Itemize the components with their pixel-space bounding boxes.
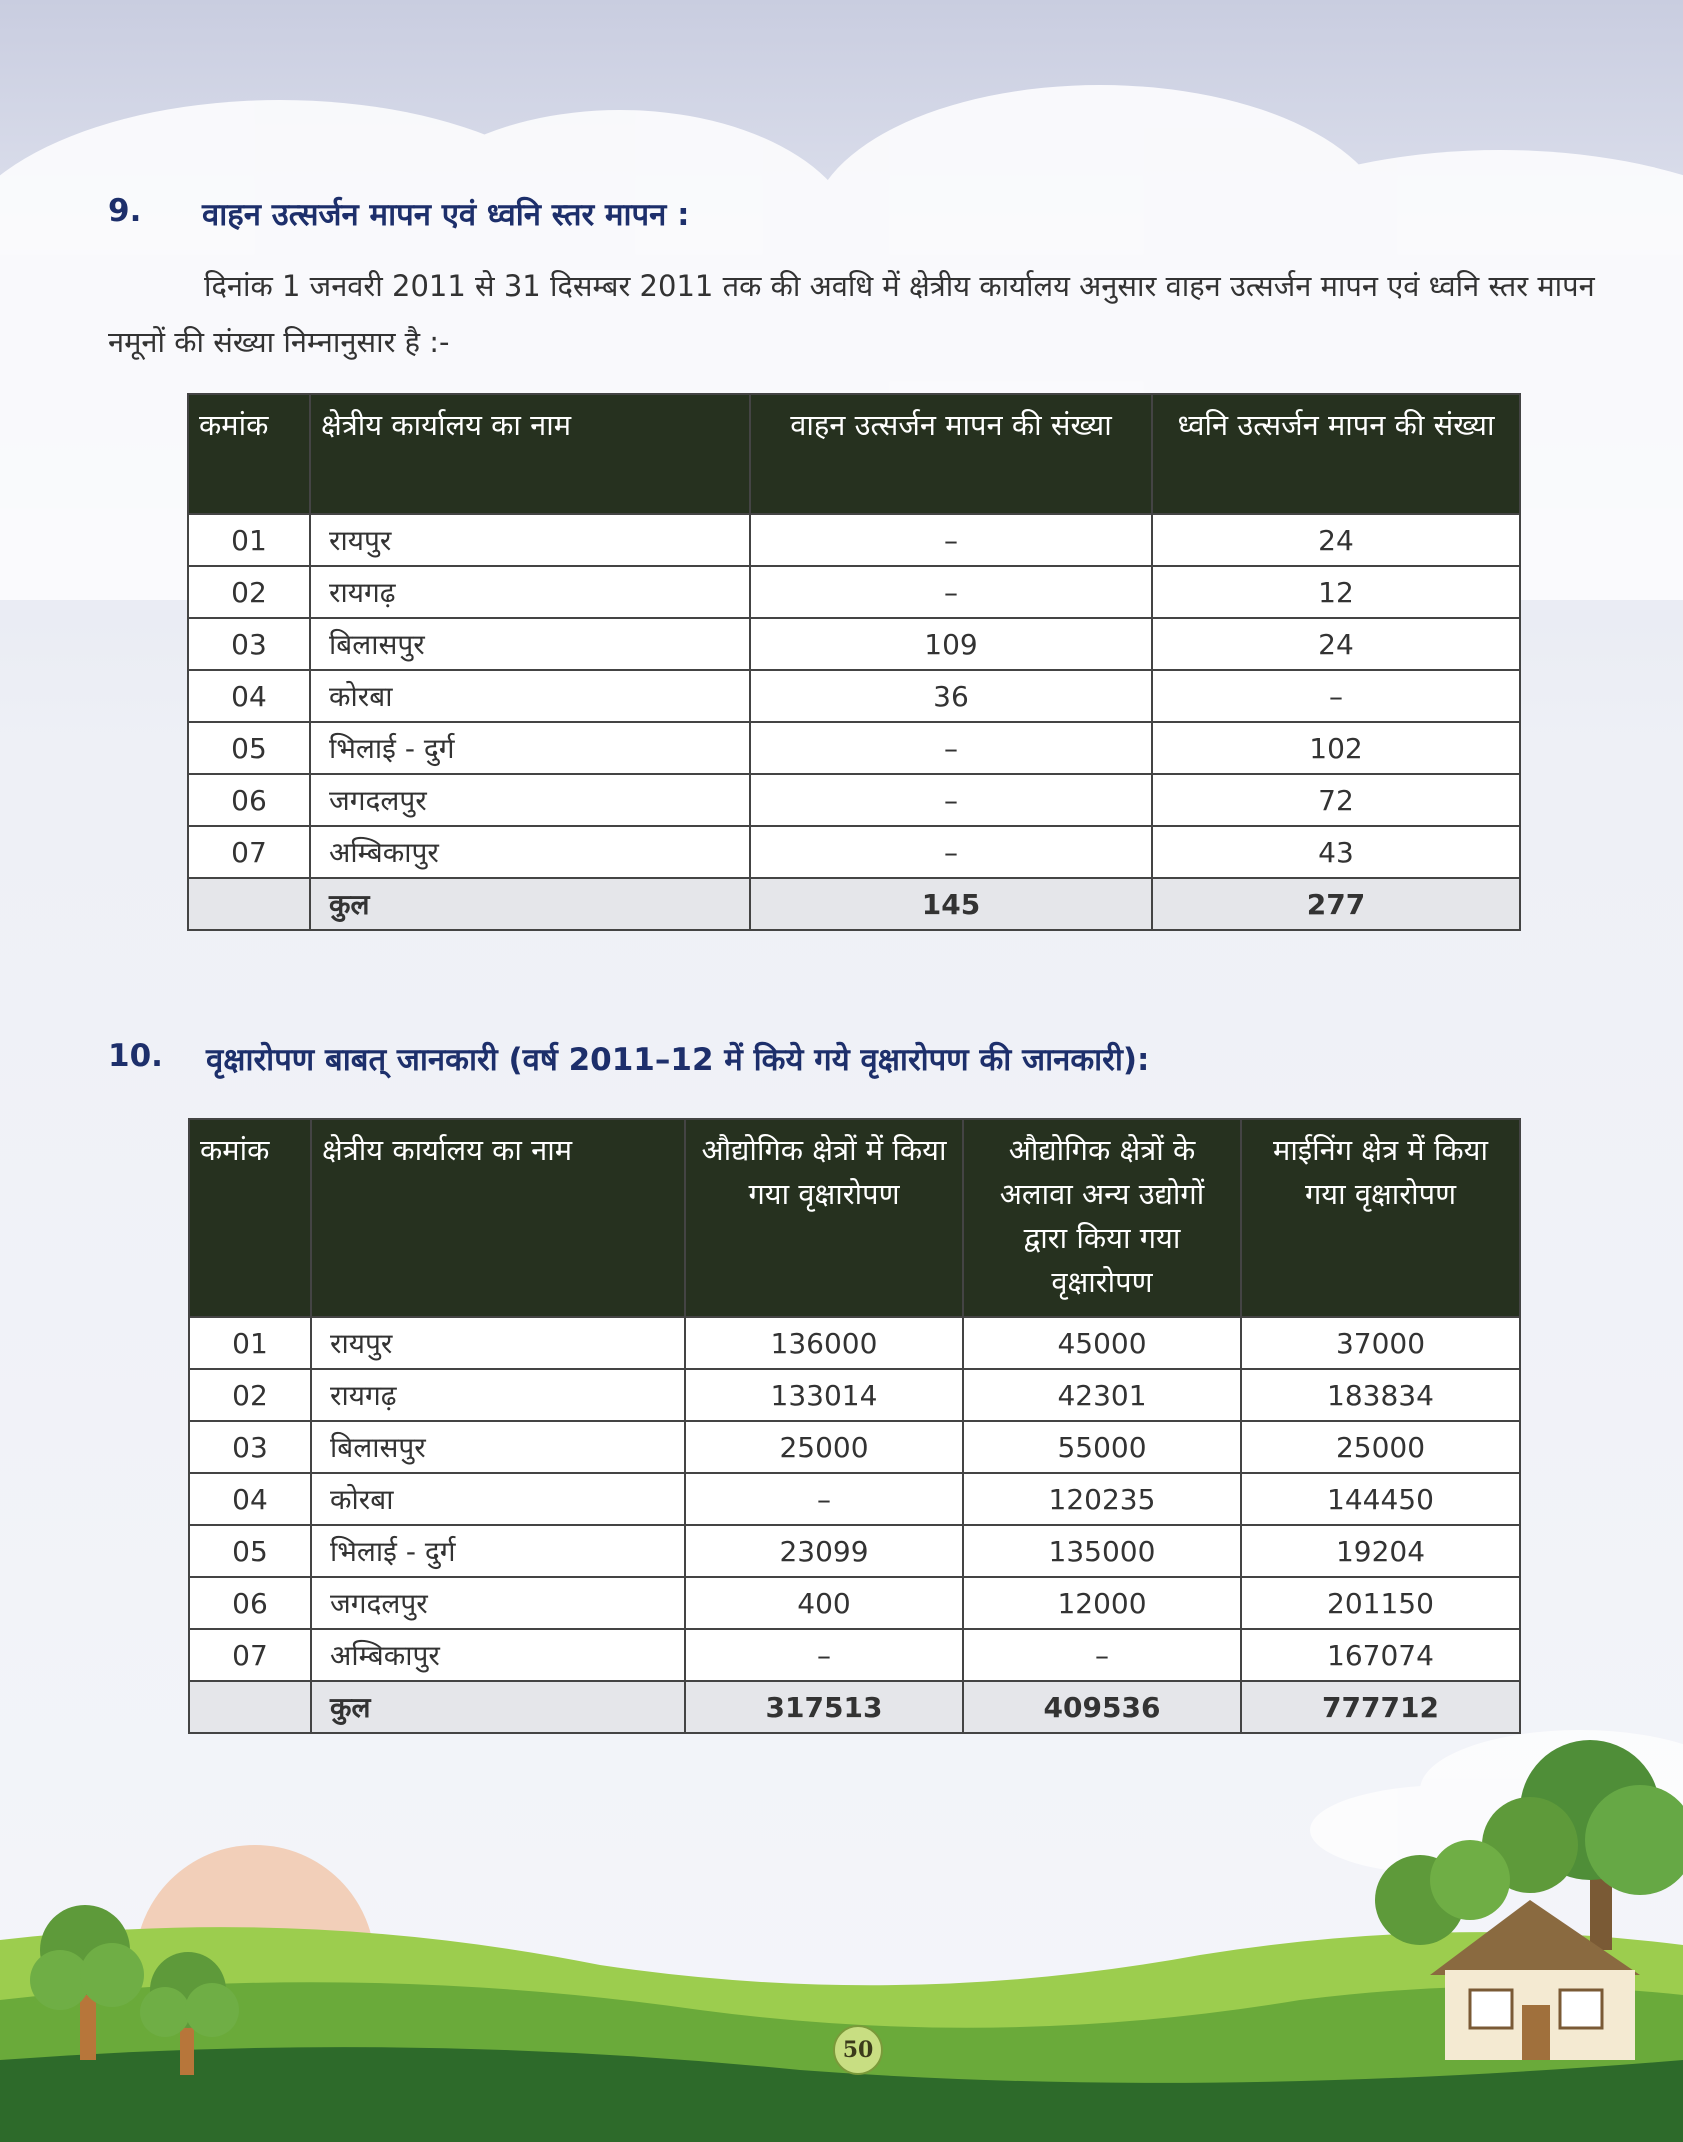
section9-paragraph bbox=[108, 258, 1608, 370]
table-row bbox=[188, 670, 1520, 722]
table-row bbox=[188, 618, 1520, 670]
cell-office: रायगढ़ bbox=[310, 566, 750, 618]
cell-industrial: 23099 bbox=[685, 1525, 963, 1577]
cell-vehicle: – bbox=[750, 514, 1152, 566]
cell-other: 42301 bbox=[963, 1369, 1241, 1421]
cell-office: कोरबा bbox=[311, 1473, 685, 1525]
section9-heading bbox=[108, 193, 141, 229]
col-header-sn: कमांक bbox=[189, 1119, 311, 1317]
cell-noise: 72 bbox=[1152, 774, 1520, 826]
cell-office: रायपुर bbox=[311, 1317, 685, 1369]
col-header-mining: माईनिंग क्षेत्र में किया गया वृक्षारोपण bbox=[1241, 1119, 1520, 1317]
table-row bbox=[189, 1369, 1520, 1421]
total-vehicle: 145 bbox=[750, 878, 1152, 930]
cell-industrial: 136000 bbox=[685, 1317, 963, 1369]
total-other: 409536 bbox=[963, 1681, 1241, 1733]
total-industrial: 317513 bbox=[685, 1681, 963, 1733]
col-header-other-industries: औद्योगिक क्षेत्रों के अलावा अन्य उद्योगों द्वारा किया गया वृक्षारोपण bbox=[963, 1119, 1241, 1317]
cell-office: जगदलपुर bbox=[310, 774, 750, 826]
table-row bbox=[189, 1629, 1520, 1681]
cell-sn: 03 bbox=[188, 618, 310, 670]
cell-noise: 12 bbox=[1152, 566, 1520, 618]
cell-other: 135000 bbox=[963, 1525, 1241, 1577]
cell-sn: 07 bbox=[188, 826, 310, 878]
cell-industrial: 25000 bbox=[685, 1421, 963, 1473]
col-header-sn: कमांक bbox=[188, 394, 310, 514]
cell-other: – bbox=[963, 1629, 1241, 1681]
cell-mining: 25000 bbox=[1241, 1421, 1520, 1473]
table-row bbox=[189, 1421, 1520, 1473]
table-row bbox=[189, 1577, 1520, 1629]
cell-sn-empty bbox=[189, 1681, 311, 1733]
table-row bbox=[189, 1473, 1520, 1525]
cell-noise: 102 bbox=[1152, 722, 1520, 774]
col-header-industrial: औद्योगिक क्षेत्रों में किया गया वृक्षारोपण bbox=[685, 1119, 963, 1317]
cell-noise: 43 bbox=[1152, 826, 1520, 878]
cell-sn: 04 bbox=[189, 1473, 311, 1525]
cell-office: बिलासपुर bbox=[310, 618, 750, 670]
cell-office: रायपुर bbox=[310, 514, 750, 566]
section9-paragraph-text: दिनांक 1 जनवरी 2011 से 31 दिसम्बर 2011 तक की अवधि में क्षेत्रीय कार्यालय अनुसार वाहन उत्सर्जन मापन एवं ध्वनि स्तर मापन नमूनों की संख्या निम्नानुसार है :- bbox=[108, 269, 1595, 359]
cell-sn: 02 bbox=[188, 566, 310, 618]
cell-office: भिलाई - दुर्ग bbox=[311, 1525, 685, 1577]
section9-number: 9. bbox=[108, 193, 142, 229]
cell-vehicle: – bbox=[750, 826, 1152, 878]
cell-office: कोरबा bbox=[310, 670, 750, 722]
cell-office: रायगढ़ bbox=[311, 1369, 685, 1421]
cell-vehicle: – bbox=[750, 566, 1152, 618]
cell-sn: 05 bbox=[189, 1525, 311, 1577]
table-row bbox=[188, 826, 1520, 878]
cell-industrial: – bbox=[685, 1629, 963, 1681]
cell-sn: 06 bbox=[189, 1577, 311, 1629]
cell-sn: 02 bbox=[189, 1369, 311, 1421]
cell-office: अम्बिकापुर bbox=[310, 826, 750, 878]
cell-noise: – bbox=[1152, 670, 1520, 722]
section10-heading bbox=[108, 1038, 163, 1074]
plantation-table bbox=[188, 1118, 1521, 1734]
total-mining: 777712 bbox=[1241, 1681, 1520, 1733]
col-header-office: क्षेत्रीय कार्यालय का नाम bbox=[310, 394, 750, 514]
cell-sn: 04 bbox=[188, 670, 310, 722]
cell-office: भिलाई - दुर्ग bbox=[310, 722, 750, 774]
cell-sn-empty bbox=[188, 878, 310, 930]
cell-industrial: 400 bbox=[685, 1577, 963, 1629]
table-row bbox=[188, 566, 1520, 618]
cell-vehicle: 36 bbox=[750, 670, 1152, 722]
table-row bbox=[188, 722, 1520, 774]
cell-industrial: – bbox=[685, 1473, 963, 1525]
cell-sn: 01 bbox=[188, 514, 310, 566]
cell-other: 45000 bbox=[963, 1317, 1241, 1369]
cell-sn: 01 bbox=[189, 1317, 311, 1369]
cell-noise: 24 bbox=[1152, 618, 1520, 670]
table-row bbox=[188, 774, 1520, 826]
cell-mining: 183834 bbox=[1241, 1369, 1520, 1421]
cell-mining: 37000 bbox=[1241, 1317, 1520, 1369]
cell-office: अम्बिकापुर bbox=[311, 1629, 685, 1681]
section10-number: 10. bbox=[108, 1038, 163, 1074]
cell-other: 55000 bbox=[963, 1421, 1241, 1473]
cell-office: जगदलपुर bbox=[311, 1577, 685, 1629]
cell-other: 12000 bbox=[963, 1577, 1241, 1629]
cell-mining: 144450 bbox=[1241, 1473, 1520, 1525]
total-row bbox=[188, 878, 1520, 930]
section10-title: वृक्षारोपण बाबत् जानकारी (वर्ष 2011–12 में किये गये वृक्षारोपण की जानकारी): bbox=[206, 1042, 1150, 1078]
col-header-vehicle: वाहन उत्सर्जन मापन की संख्या bbox=[750, 394, 1152, 514]
cell-office: बिलासपुर bbox=[311, 1421, 685, 1473]
total-noise: 277 bbox=[1152, 878, 1520, 930]
total-label: कुल bbox=[311, 1681, 685, 1733]
cell-sn: 06 bbox=[188, 774, 310, 826]
cell-noise: 24 bbox=[1152, 514, 1520, 566]
cell-sn: 05 bbox=[188, 722, 310, 774]
table-row bbox=[189, 1317, 1520, 1369]
cell-sn: 03 bbox=[189, 1421, 311, 1473]
total-row bbox=[189, 1681, 1520, 1733]
cell-vehicle: 109 bbox=[750, 618, 1152, 670]
col-header-office: क्षेत्रीय कार्यालय का नाम bbox=[311, 1119, 685, 1317]
cell-mining: 167074 bbox=[1241, 1629, 1520, 1681]
cell-vehicle: – bbox=[750, 722, 1152, 774]
page-number: 50 bbox=[833, 2025, 883, 2075]
cell-mining: 201150 bbox=[1241, 1577, 1520, 1629]
cell-industrial: 133014 bbox=[685, 1369, 963, 1421]
cell-sn: 07 bbox=[189, 1629, 311, 1681]
total-label: कुल bbox=[310, 878, 750, 930]
col-header-noise: ध्वनि उत्सर्जन मापन की संख्या bbox=[1152, 394, 1520, 514]
table-row bbox=[189, 1525, 1520, 1577]
section9-title: वाहन उत्सर्जन मापन एवं ध्वनि स्तर मापन : bbox=[202, 197, 690, 233]
table-row bbox=[188, 514, 1520, 566]
vehicle-noise-table bbox=[187, 393, 1521, 931]
cell-mining: 19204 bbox=[1241, 1525, 1520, 1577]
cell-vehicle: – bbox=[750, 774, 1152, 826]
cell-other: 120235 bbox=[963, 1473, 1241, 1525]
